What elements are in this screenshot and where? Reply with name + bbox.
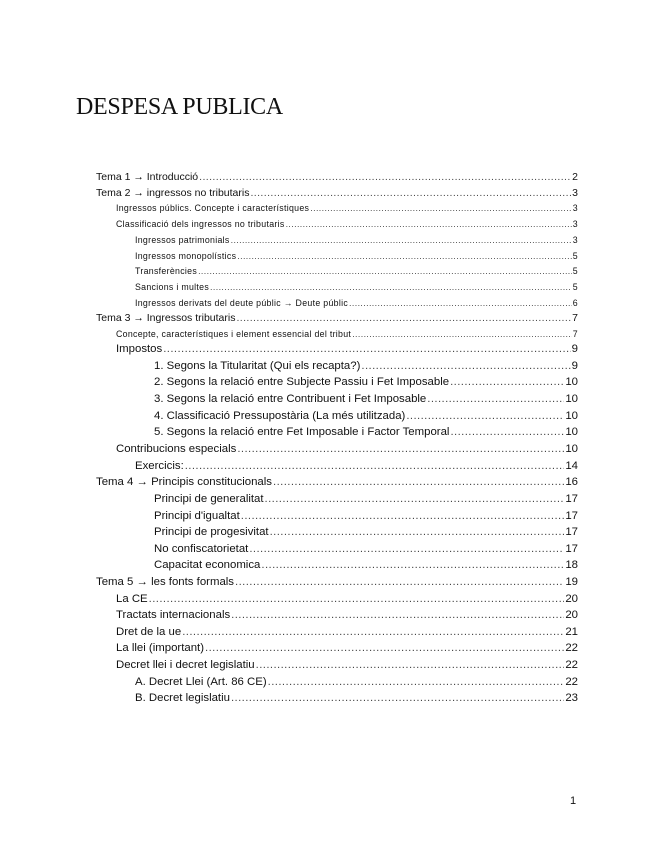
toc-leader-dots	[450, 426, 564, 438]
toc-leader-dots	[450, 376, 564, 388]
toc-entry-label: 4. Classificació Pressupostària (La més utilitzada)	[154, 410, 406, 422]
toc-entry-titularitat[interactable]	[154, 360, 578, 372]
toc-entry-ingressos-monopolistics[interactable]	[135, 251, 578, 261]
toc-entry-label: Classificació dels ingressos no tributaris	[116, 219, 285, 229]
toc-entry-tema-4[interactable]	[96, 476, 578, 488]
toc-entry-label: Transferències	[135, 266, 198, 276]
toc-entry-page: 22	[565, 676, 578, 688]
toc-entry-page: 5	[572, 266, 578, 276]
toc-entry-label: Concepte, característiques i element essencial del tribut	[116, 329, 352, 339]
toc-entry-tema-1[interactable]	[96, 171, 578, 183]
toc-entry-page: 7	[572, 329, 578, 339]
toc-leader-dots	[273, 476, 564, 488]
toc-entry-label: Ingressos patrimonials	[135, 235, 230, 245]
toc-entry-label: La CE	[116, 593, 148, 605]
toc-entry-label: Sancions i multes	[135, 282, 210, 292]
toc-leader-dots	[231, 609, 564, 621]
toc-entry-dret-ue[interactable]	[116, 626, 578, 638]
toc-entry-deute-public[interactable]	[135, 298, 578, 308]
toc-entry-label: Principi d'igualtat	[154, 510, 240, 522]
toc-leader-dots	[235, 576, 564, 588]
toc-entry-page: 21	[565, 626, 578, 638]
toc-entry-label: Ingressos monopolístics	[135, 251, 237, 261]
toc-entry-tractats[interactable]	[116, 609, 578, 621]
toc-entry-page: 3	[572, 235, 578, 245]
toc-entry-sancions[interactable]	[135, 282, 578, 292]
toc-entry-page: 10	[565, 443, 578, 455]
toc-leader-dots	[149, 593, 565, 605]
toc-entry-page: 18	[565, 559, 578, 571]
toc-leader-dots	[205, 642, 564, 654]
document-title: DESPESA PUBLICA	[76, 94, 283, 120]
toc-entry-page: 10	[565, 393, 578, 405]
toc-entry-page: 19	[565, 576, 578, 588]
toc-entry-no-confiscatorietat[interactable]	[154, 543, 578, 555]
toc-entry-page: 16	[565, 476, 578, 488]
toc-entry-transferencies[interactable]	[135, 266, 578, 276]
toc-entry-factor-temporal[interactable]	[154, 426, 578, 438]
toc-entry-exercicis[interactable]	[135, 460, 578, 472]
toc-entry-page: 20	[565, 609, 578, 621]
toc-entry-decret-llei-legislatiu[interactable]	[116, 659, 578, 671]
toc-entry-page: 17	[565, 510, 578, 522]
toc-entry-igualtat[interactable]	[154, 510, 578, 522]
toc-entry-decret-llei[interactable]	[135, 676, 578, 688]
toc-leader-dots	[236, 312, 571, 324]
toc-entry-page: 23	[565, 692, 578, 704]
toc-entry-page: 17	[565, 543, 578, 555]
toc-entry-label: 1. Segons la Titularitat (Qui els recapta?)	[154, 360, 361, 372]
toc-entry-page: 10	[565, 410, 578, 422]
toc-leader-dots	[310, 203, 572, 213]
toc-entry-label: Contribucions especials	[116, 443, 237, 455]
toc-entry-page: 22	[565, 642, 578, 654]
toc-entry-label: Principi de generalitat	[154, 493, 264, 505]
toc-entry-page: 5	[572, 251, 578, 261]
toc-leader-dots	[268, 676, 565, 688]
toc-leader-dots	[231, 692, 564, 704]
toc-leader-dots	[261, 559, 564, 571]
toc-entry-label: Dret de la ue	[116, 626, 182, 638]
toc-entry-ingressos-publics[interactable]	[116, 203, 578, 213]
toc-leader-dots	[163, 343, 570, 355]
toc-entry-la-ce[interactable]	[116, 593, 578, 605]
toc-entry-page: 2	[572, 171, 578, 183]
toc-entry-label: La llei (important)	[116, 642, 204, 654]
toc-entry-impostos[interactable]	[116, 343, 578, 355]
toc-entry-page: 22	[565, 659, 578, 671]
toc-entry-la-llei[interactable]	[116, 642, 578, 654]
toc-leader-dots	[250, 187, 571, 199]
toc-entry-page: 3	[572, 187, 578, 199]
toc-leader-dots	[182, 626, 564, 638]
toc-entry-subjecte-passiu[interactable]	[154, 376, 578, 388]
toc-entry-label: A. Decret Llei (Art. 86 CE)	[135, 676, 267, 688]
toc-entry-page: 20	[565, 593, 578, 605]
toc-entry-classificacio[interactable]	[116, 219, 578, 229]
toc-entry-label: No confiscatorietat	[154, 543, 249, 555]
toc-entry-label: Ingressos derivats del deute públic → Deute públic	[135, 298, 349, 308]
page-number: 1	[570, 795, 577, 807]
toc-entry-page: 3	[572, 203, 578, 213]
toc-entry-label: 2. Segons la relació entre Subjecte Passiu i Fet Imposable	[154, 376, 450, 388]
toc-entry-page: 10	[565, 426, 578, 438]
toc-entry-tema-2[interactable]	[96, 187, 578, 199]
toc-entry-label: Tema 4 → Principis constitucionals	[96, 476, 272, 488]
toc-entry-label: Capacitat economica	[154, 559, 261, 571]
toc-entry-label: Principi de progesivitat	[154, 526, 269, 538]
toc-leader-dots	[361, 360, 570, 372]
toc-leader-dots	[427, 393, 564, 405]
toc-entry-label: Tema 2 → ingressos no tributaris	[96, 187, 250, 199]
toc-entry-label: Tema 5 → les fonts formals	[96, 576, 234, 588]
toc-entry-pressupostaria[interactable]	[154, 410, 578, 422]
toc-entry-page: 3	[572, 219, 578, 229]
toc-leader-dots	[270, 526, 565, 538]
toc-leader-dots	[231, 235, 572, 245]
toc-entry-page: 14	[565, 460, 578, 472]
toc-entry-label: Tema 3 → Ingressos tributaris	[96, 312, 236, 324]
toc-leader-dots	[352, 329, 572, 339]
toc-entry-decret-legislatiu[interactable]	[135, 692, 578, 704]
toc-entry-contribuent[interactable]	[154, 393, 578, 405]
toc-entry-ingressos-patrimonials[interactable]	[135, 235, 578, 245]
toc-entry-page: 7	[572, 312, 578, 324]
toc-entry-page: 10	[565, 376, 578, 388]
toc-entry-generalitat[interactable]	[154, 493, 578, 505]
toc-entry-tema-5[interactable]	[96, 576, 578, 588]
toc-entry-label: Decret llei i decret legislatiu	[116, 659, 255, 671]
toc-entry-label: Impostos	[116, 343, 163, 355]
toc-entry-label: B. Decret legislatiu	[135, 692, 230, 704]
toc-leader-dots	[241, 510, 565, 522]
toc-entry-page: 9	[571, 343, 578, 355]
toc-entry-label: Tractats internacionals	[116, 609, 231, 621]
toc-entry-progesivitat[interactable]	[154, 526, 578, 538]
toc-entry-concepte-tribut[interactable]	[116, 329, 578, 339]
toc-leader-dots	[210, 282, 572, 292]
toc-leader-dots	[198, 266, 572, 276]
toc-entry-page: 6	[572, 298, 578, 308]
toc-leader-dots	[237, 251, 572, 261]
toc-leader-dots	[349, 298, 572, 308]
toc-entry-page: 5	[572, 282, 578, 292]
toc-leader-dots	[199, 171, 571, 183]
toc-entry-capacitat-economica[interactable]	[154, 559, 578, 571]
toc-entry-label: Ingressos públics. Concepte i característiques	[116, 203, 310, 213]
toc-leader-dots	[256, 659, 565, 671]
toc-entry-label: 5. Segons la relació entre Fet Imposable i Factor Temporal	[154, 426, 450, 438]
toc-entry-page: 17	[565, 493, 578, 505]
toc-entry-label: Tema 1 → Introducció	[96, 171, 199, 183]
toc-entry-label: Exercicis:	[135, 460, 184, 472]
toc-leader-dots	[185, 460, 565, 472]
toc-entry-label: 3. Segons la relació entre Contribuent i Fet Imposable	[154, 393, 427, 405]
toc-leader-dots	[249, 543, 564, 555]
toc-leader-dots	[286, 219, 572, 229]
toc-leader-dots	[237, 443, 564, 455]
toc-leader-dots	[406, 410, 564, 422]
toc-leader-dots	[265, 493, 565, 505]
toc-entry-contribucions-especials[interactable]	[116, 443, 578, 455]
toc-entry-page: 9	[571, 360, 578, 372]
toc-entry-tema-3[interactable]	[96, 312, 578, 324]
toc-entry-page: 17	[565, 526, 578, 538]
